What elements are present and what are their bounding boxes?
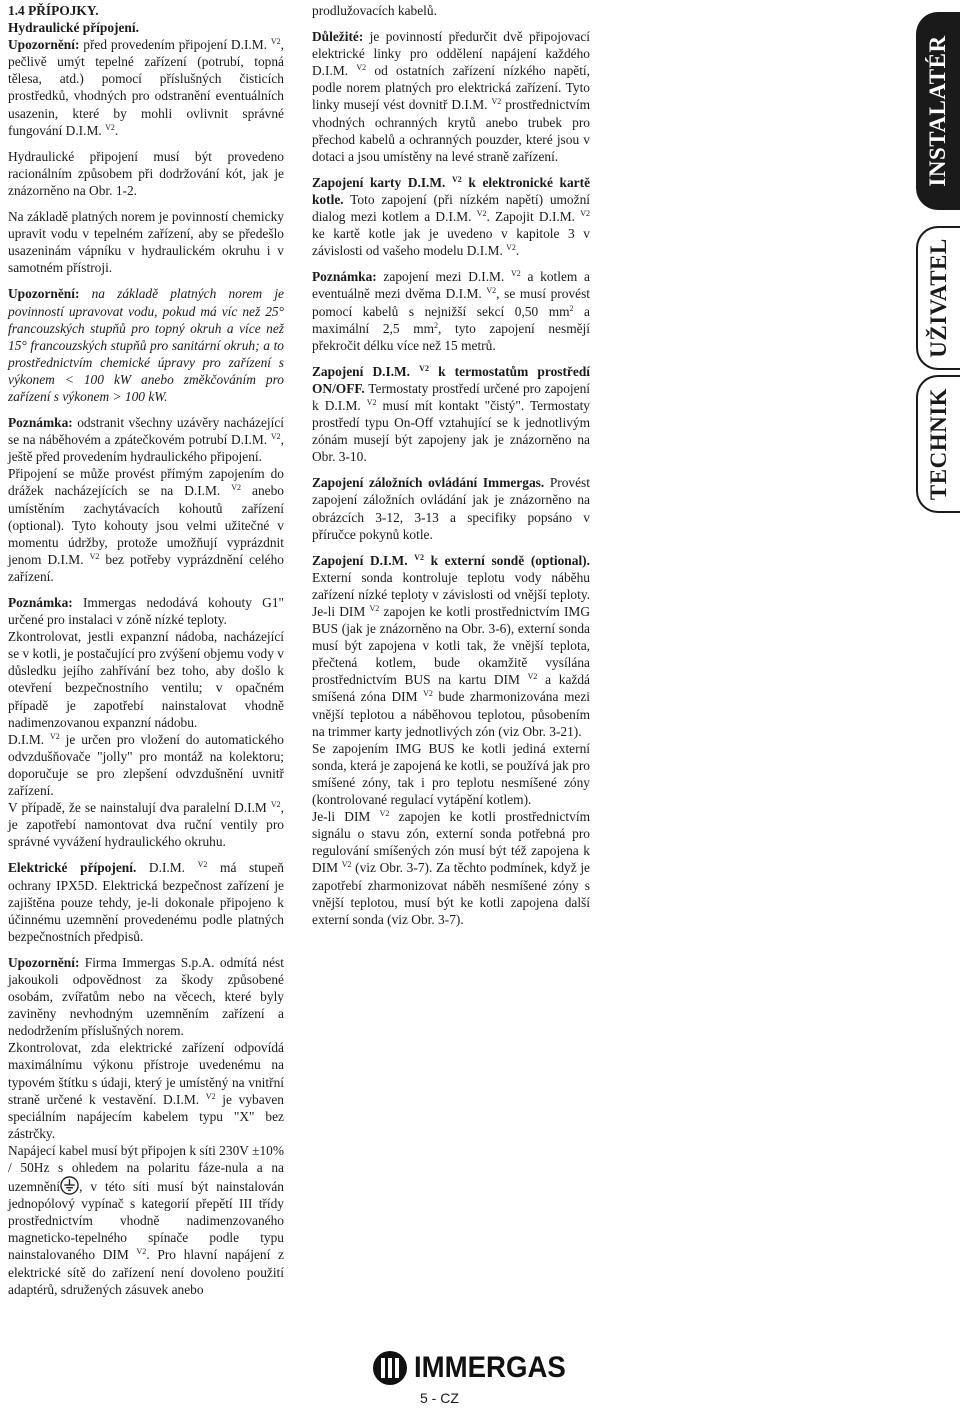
paragraph-water-treatment: Na základě platných norem je povinností chemicky upravit vodu v tepelném zařízení, aby se předešlo usazeninám vápníku v hydraulickém okruhu i v samotném přístroji. xyxy=(8,209,284,276)
board-connection-text: Toto zapojení (při nízkém napětí) umožní dialog mezi kotlem a D.I.M. $^{V2}$. Zapojit D.I.M. $^{V2}$ ke kartě kotle jak je uvedeno v kapitole 3 v závislosti od vašeho modelu D.I.M. $^{V2}$. xyxy=(312,191,590,259)
paragraph-warning-liability xyxy=(8,954,284,1039)
paragraph-important-lines xyxy=(312,28,590,165)
paragraph-img-bus: Se zapojením IMG BUS ke kotli jediná externí sonda, která je zapojená ke kotli, se používá jak pro smíšené zóny, tak i pro teplotu nesmíšené zóny (kontrolované regulací vytápění kotlem). xyxy=(312,740,590,808)
paragraph-air-vent: D.I.M. $^{V2}$ je určen pro vložení do automatického odvzdušňovače "jolly" pro montáž na kolektoru; doporučuje se pro zlepšení odvzdušnění uvnitř zařízení. xyxy=(8,731,285,799)
warning-label: Upozornění: xyxy=(8,286,80,302)
board-connection-heading: Zapojení karty D.I.M. $^{V2}$ k elektronické kartě kotle. xyxy=(312,174,591,207)
tab-technician-label: TECHNIK xyxy=(926,387,951,501)
ground-symbol-icon xyxy=(60,1176,79,1195)
note-text: zapojení mezi D.I.M. $^{V2}$ a kotlem a eventuálně mezi dvěma D.I.M. $^{V2}$, se musí provést pomocí kabelů s nejnižší sekcí 0,50 $mm^2$ a maximální 2,5 $mm^2$, tyto zapojení nesmějí překročit délku více než 15 metrů. xyxy=(312,269,590,353)
tab-user-label: UŽIVATEL xyxy=(926,238,951,358)
electrical-text: D.I.M. $^{V2}$ má stupeň ochrany IPX5D. Elektrická bezpečnost zařízení je zajištěna pouze tehdy, je-li dokonale připojeno k účinnému uzemnění provedenému podle platných bezpečnostních předpisů. xyxy=(8,860,284,944)
power-cable-text-b: , v této síti musí být nainstalován jednopólový vypínač s kategorií přepětí III třídy prostřednictvím vhodně nadimenzovaného magneticko-tepelného spínače podle typu nainstalovaného DIM $^{V2}$. Pro hlavní napájení z elektrické sítě do zařízení není dovoleno použití adaptérů, sdružených zásuvek anebo xyxy=(8,1179,284,1297)
paragraph-external-probe xyxy=(312,552,590,740)
backup-controls-heading: Zapojení záložních ovládání Immergas. xyxy=(312,475,545,491)
paragraph-warning-cleaning xyxy=(8,36,284,139)
paragraph-electrical-connection xyxy=(8,859,284,944)
note-label: Poznámka: xyxy=(8,415,73,431)
paragraph-extension-cables: prodlužovacích kabelů. xyxy=(312,3,437,18)
power-cable-text-a: Napájecí kabel musí být připojen k síti 230V ±10% / 50Hz s ohledem na polaritu fáze-nula a na uzemnění xyxy=(8,1142,284,1195)
brand-logo xyxy=(372,1348,579,1388)
paragraph-board-connection xyxy=(312,174,590,259)
paragraph-thermostats xyxy=(312,363,590,466)
paragraph-parallel-dim: V případě, že se nainstalují dva paralelní D.I.M $^{V2}$, je zapotřebí namontovat dva ruční ventily pro správné vyvážení hydraulického okruhu. xyxy=(8,800,284,850)
paragraph-backup-controls xyxy=(312,474,590,542)
left-column xyxy=(8,2,284,1298)
paragraph-power-check: Zkontrolovat, zda elektrické zařízení odpovídá maximálnímu výkonu přístroje uvedenému na typovém štítku s údaji, který je umístěný na vnitřní straně určené k vestavění. D.I.M. $^{V2}$ je vybaven speciálním napájecím kabelem typu "X" bez zástrčky. xyxy=(8,1040,284,1141)
note-text: Immergas nedodává kohouty G1" určené pro instalaci v zóně nízké teploty. xyxy=(8,595,284,628)
tab-technician[interactable] xyxy=(916,375,960,513)
immergas-logo-icon xyxy=(372,1350,408,1386)
external-probe-heading: Zapojení D.I.M. $^{V2}$ k externí sondě (optional). xyxy=(312,552,590,568)
page-number: 5 - CZ xyxy=(420,1390,459,1406)
thermostats-heading: Zapojení D.I.M. $^{V2}$ k termostatům prostředí ON/OFF. xyxy=(312,363,590,396)
electrical-heading: Elektrické přípojení. xyxy=(8,860,137,876)
warning-label: Upozornění: xyxy=(8,954,80,970)
right-column xyxy=(312,2,590,928)
paragraph-warning-water xyxy=(8,285,284,405)
paragraph-power-cable xyxy=(8,1142,284,1298)
paragraph-note-valves xyxy=(8,594,284,628)
paragraph-note-caps xyxy=(8,414,284,465)
paragraph-expansion-vessel: Zkontrolovat, jestli expanzní nádoba, nacházející se v kotli, je postačující pro zvýšení objemu vody v důsledku jejího zahřívání bez toho, aby došlo k otevření bezpečnostního ventilu; v opačném případě je zapotřebí nainstalovat vhodně nadimenzovanou expanzní nádobu. xyxy=(8,629,284,730)
note-label: Poznámka: xyxy=(8,595,73,610)
paragraph-note-cables xyxy=(312,268,590,353)
warning-label: Upozornění: xyxy=(8,37,80,53)
hydraulic-heading: Hydraulické přípojení. xyxy=(8,20,139,36)
external-probe-text: Externí sonda kontroluje teplotu vody náběhu zařízení nízké teploty v závislosti od vnější teploty. Je-li DIM $^{V2}$ zapojen ke kotli prostřednictvím IMG BUS (jak je znázorněno na Obr. 3-6), externí sonda musí být zapojena v kotli tak, že vnější teplota, přečtená kotlem, bude okamžitě vysílána prostřednictvím BUS na kartu DIM $^{V2}$ a každá smíšená zóna DIM $^{V2}$ bude zharmonizována mezi vnější teplotou a náběhovou teplotou, působením na trimmer karty jednotlivých zón (viz Obr. 3-21). xyxy=(312,569,590,739)
paragraph-connection-options: Připojení se může provést přímým zapojením do drážek nacházejících se na D.I.M. $^{V2}$ anebo umístěním zachytávacích kohoutů zařízení (optional). Tyto kohouty jsou velmi užitečné v momentu údržby, protože umožňují vyprázdnit jenom D.I.M. $^{V2}$ bez potřeby vyprázdnění celého zařízení. xyxy=(8,466,285,584)
note-label: Poznámka: xyxy=(312,269,377,285)
paragraph-hydraulic-connection: Hydraulické připojení musí být provedeno racionálním způsobem při dodržování kót, jak je znázorněno na Obr. 1-2. xyxy=(8,148,284,198)
section-heading: 1.4 PŘÍPOJKY. xyxy=(8,3,99,18)
important-text: je povinností předurčit dvě připojovací elektrické linky pro oddělení napájení každého D.I.M. $^{V2}$ od ostatních zařízení nízkého napětí, podle norem platných pro elektrická zařízení. Tyto linky musejí vést dovnitř D.I.M. $^{V2}$ prostřednictvím vhodných ochranných krytů anebo trubek pro přechod kabelů a ochranných pouzder, které jsou v dotaci a jsou umístěny na levé straně zařízení. xyxy=(312,29,590,164)
thermostats-text: Termostaty prostředí určené pro zapojení k D.I.M. $^{V2}$ musí mít kontakt "čistý". Termostaty prostředí typu On-Off vztahující se k jednotlivým zónám musejí být zapojeny jak je znázorněno na Obr. 3-10. xyxy=(312,380,590,465)
brand-name: IMMERGAS xyxy=(414,1351,566,1384)
warning-italic-text: na základě platných norem je povinností upravovat vodu, pokud má víc než 25° francouzských stupňů pro topný okruh a více než 15° francouzských stupňů pro sanitární okruh; a to prostřednictvím chemické úpravy pro zařízení s výkonem < 100 kW anebo změkčováním pro zařízení s výkonem > 100 kW. xyxy=(8,286,284,404)
important-label: Důležité: xyxy=(312,29,364,45)
tab-user[interactable] xyxy=(916,226,960,370)
tab-installer-label: INSTALATÉR xyxy=(925,35,950,187)
paragraph-zone-signal: Je-li DIM $^{V2}$ zapojen ke kotli prostřednictvím signálu o stavu zón, externí sonda potřebná pro regulování smíšených zón musí být též zapojena k DIM $^{V2}$ (viz Obr. 3-7). Za těchto podmínek, když je zapotřebí zharmonizovat náběh nesmíšené zóny s vnější teplotou, musí být ke kotli zapojena další externí sonda (viz Obr. 3-7). xyxy=(312,809,590,927)
warning-text: před provedením připojení D.I.M. $^{V2}$, pečlivě umýt tepelné zařízení (potrubí, topná tělesa, atd.) pomocí příslušných čisticích prostředků, vhodných pro odstranění eventuálních usazenin, které by mohli ovlivnit správné fungování D.I.M. $^{V2}$. xyxy=(8,37,284,138)
tab-installer[interactable] xyxy=(916,12,960,210)
backup-controls-text: Provést zapojení záložních ovládání jak je znázorněno na obrázcích 3-12, 3-13 a specifiky popsáno v příručce pokynů kotle. xyxy=(312,475,590,542)
warning-text: Firma Immergas S.p.A. odmítá nést jakoukoli odpovědnost za škody způsobené osobám, zvířatům nebo na věcech, které byly zaviněny nevhodným uzemněním zařízení a nedodržením příslušných norem. xyxy=(8,954,284,1039)
note-text: odstranit všechny uzávěry nacházející se na náběhovém a zpátečkovém potrubí D.I.M. $^{V2}$, ještě před provedením hydraulického připojení. xyxy=(8,415,284,465)
